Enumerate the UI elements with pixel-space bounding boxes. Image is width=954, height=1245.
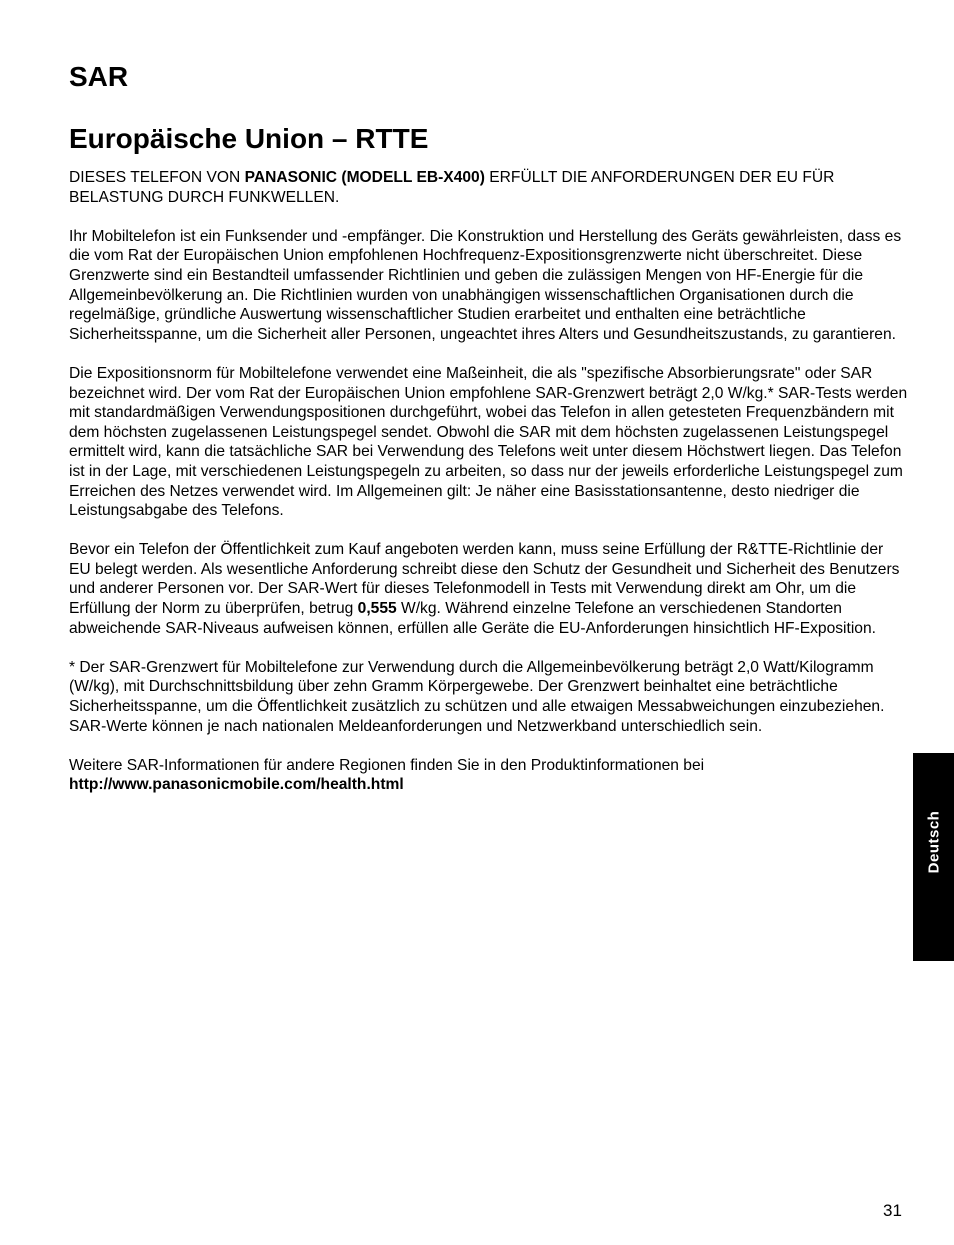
section-title-eu-rtte: Europäische Union – RTTE (69, 123, 429, 154)
sar-text-before: Bevor ein Telefon der Öffentlichkeit zum Kauf angeboten werden kann, muss seine Erfüllung der R&TTE-Richtlinie der EU belegt werden. Als wesentliche Anforderung schreibt diese den Schutz der Gesundheit und Sicherheit des Benutzers und anderer Personen vor. Der SAR-Wert für dieses Telefonmodell in Tests mit Verwendung direkt am Ohr, um die Erfüllung der Norm zu überprüfen, betrug (69, 541, 900, 618)
page-content (69, 58, 909, 815)
page-title-sar: SAR (69, 61, 129, 92)
paragraph-mobile-phone: Ihr Mobiltelefon ist ein Funksender und -empfänger. Die Konstruktion und Herstellung des Geräts gewährleisten, dass es die vom Rat der Europäischen Union empfohlenen Hochfrequenz-Expositionsgrenzwerte nicht überschreitet. Diese Grenzwerte sind ein Bestandteil umfassender Richtlinien und geben die zulässigen Mengen von HF-Energie für die Allgemeinbevölkerung an. Die Richtlinien wurden von unabhängigen wissenschaftlichen Organisationen durch die regelmäßige, gründliche Auswertung wissenschaftlicher Studien erarbeitet und enthalten eine beträchtliche Sicherheitsspanne, um die Sicherheit aller Personen, ungeachtet ihres Alters und Gesundheitszustands, zu garantieren. (69, 227, 902, 343)
paragraph-more-info (69, 756, 909, 795)
more-info-link[interactable]: http://www.panasonicmobile.com/health.html (69, 776, 404, 794)
intro-suffix: ERFÜLLT DIE ANFORDERUNGEN DER EU FÜR BELASTUNG DURCH FUNKWELLEN. (69, 169, 835, 206)
intro-model: PANASONIC (MODELL EB-X400) (244, 169, 485, 186)
intro-paragraph (69, 168, 909, 207)
language-side-tab (913, 753, 954, 961)
more-info-text: Weitere SAR-Informationen für andere Regionen finden Sie in den Produktinformationen bei (69, 756, 705, 774)
paragraph-exposure-standard: Die Expositionsnorm für Mobiltelefone verwendet eine Maßeinheit, die als "spezifische Absorbierungsrate" oder SAR bezeichnet wird. Der vom Rat der Europäischen Union empfohlene SAR-Grenzwert beträgt 2,0 W/kg.* SAR-Tests werden mit standardmäßigen Verwendungspositionen durchgeführt, wobei das Telefon in allen getesteten Frequenzbändern mit dem höchsten zugelassenen Leistungspegel sendet. Obwohl die SAR mit dem höchsten zugelassenen Leistungspegel ermittelt wird, kann die tatsächliche SAR bei Verwendung des Telefons weit unter diesem Höchstwert liegen. Das Telefon ist in der Lage, mit verschiedenen Leistungspegeln zu arbeiten, so dass nur der jeweils erforderliche Leistungspegel zum Erreichen des Netzes verwendet wird. Im Allgemeinen gilt: Je näher eine Basisstationsantenne, desto niedriger die Leistungsabgabe des Telefons. (69, 364, 908, 520)
side-tab-label: Deutsch (925, 811, 942, 874)
paragraph-sar-value (69, 540, 909, 638)
sar-text-after: W/kg. Während einzelne Telefone an verschiedenen Standorten abweichende SAR-Niveaus aufweisen können, erfüllen alle Geräte die EU-Anforderungen hinsichtlich HF-Exposition. (69, 600, 876, 637)
intro-prefix: DIESES TELEFON VON (69, 169, 245, 186)
paragraph-footnote: * Der SAR-Grenzwert für Mobiltelefone zur Verwendung durch die Allgemeinbevölkerung beträgt 2,0 Watt/Kilogramm (W/kg), mit Durchschnittsbildung über zehn Gramm Körpergewebe. Der Grenzwert beinhaltet eine beträchtliche Sicherheitsspanne, um die Öffentlichkeit zusätzlich zu schützen und alle etwaigen Messabweichungen einzubeziehen. SAR-Werte können je nach nationalen Meldeanforderungen und Netzwerkband unterschiedlich sein. (69, 658, 885, 735)
page-number: 31 (883, 1201, 902, 1220)
sar-value: 0,555 (357, 600, 397, 618)
